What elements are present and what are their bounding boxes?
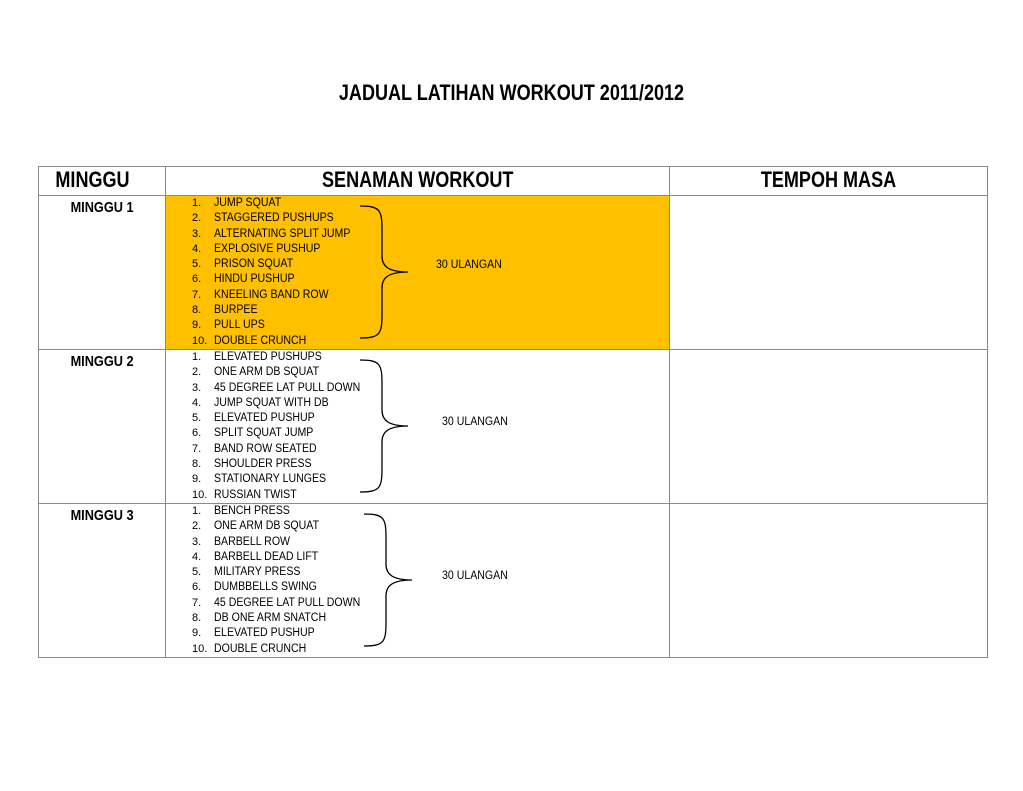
header-row bbox=[39, 167, 988, 196]
exercise-item bbox=[192, 411, 373, 426]
exercise-name: DOUBLE CRUNCH bbox=[214, 334, 307, 347]
exercise-item bbox=[192, 396, 373, 411]
exercise-number: 9. bbox=[192, 319, 202, 332]
exercise-number: 10. bbox=[192, 488, 208, 501]
repetitions-text: 30 ULANGAN bbox=[442, 416, 508, 428]
exercise-item bbox=[192, 211, 362, 226]
exercise-number: 6. bbox=[192, 273, 202, 286]
exercise-name: BENCH PRESS bbox=[214, 505, 290, 517]
exercise-item bbox=[192, 272, 362, 287]
exercise-cell bbox=[166, 196, 670, 350]
exercise-number: 4. bbox=[192, 242, 202, 255]
exercise-item bbox=[192, 472, 373, 487]
exercise-number: 6. bbox=[192, 581, 202, 594]
exercise-number: 1. bbox=[192, 351, 202, 363]
exercise-item bbox=[192, 504, 373, 519]
exercise-name: RUSSIAN TWIST bbox=[214, 488, 297, 501]
exercise-cell bbox=[166, 504, 670, 658]
exercise-item bbox=[192, 381, 373, 396]
week-label: MINGGU 2 bbox=[70, 353, 134, 370]
exercise-name: ONE ARM DB SQUAT bbox=[214, 520, 320, 533]
exercise-name: DB ONE ARM SNATCH bbox=[214, 612, 327, 625]
week-row bbox=[39, 504, 988, 658]
exercise-item bbox=[192, 457, 373, 472]
header-senaman-workout: SENAMAN WORKOUT bbox=[166, 167, 670, 196]
exercise-number: 1. bbox=[192, 505, 202, 517]
week-label-cell bbox=[39, 504, 166, 658]
exercise-number: 7. bbox=[192, 442, 202, 455]
exercise-item bbox=[192, 626, 373, 641]
exercise-name: BARBELL DEAD LIFT bbox=[214, 550, 319, 563]
exercise-number: 10. bbox=[192, 334, 208, 347]
week-label: MINGGU 3 bbox=[70, 507, 134, 524]
exercise-name: BARBELL ROW bbox=[214, 535, 291, 548]
exercise-list bbox=[192, 350, 373, 503]
exercise-name: PULL UPS bbox=[214, 319, 265, 332]
tempoh-masa-cell bbox=[670, 504, 988, 658]
exercise-number: 8. bbox=[192, 458, 202, 471]
workout-schedule-table bbox=[38, 166, 988, 658]
exercise-number: 3. bbox=[192, 227, 202, 240]
exercise-number: 4. bbox=[192, 396, 202, 409]
exercise-item bbox=[192, 580, 373, 595]
week-label-cell bbox=[39, 196, 166, 350]
tempoh-masa-cell bbox=[670, 350, 988, 504]
exercise-number: 1. bbox=[192, 197, 202, 209]
exercise-cell bbox=[166, 350, 670, 504]
exercise-item bbox=[192, 196, 362, 211]
exercise-item bbox=[192, 288, 362, 303]
exercise-number: 9. bbox=[192, 627, 202, 640]
repetitions-text: 30 ULANGAN bbox=[436, 259, 502, 271]
exercise-name: SHOULDER PRESS bbox=[214, 458, 312, 471]
exercise-item bbox=[192, 611, 373, 626]
exercise-item bbox=[192, 519, 373, 534]
exercise-item bbox=[192, 318, 362, 333]
exercise-name: PRISON SQUAT bbox=[214, 258, 294, 271]
exercise-name: HINDU PUSHUP bbox=[214, 273, 295, 286]
header-minggu: MINGGU bbox=[39, 167, 166, 196]
exercise-name: ELEVATED PUSHUP bbox=[214, 412, 315, 425]
exercise-number: 7. bbox=[192, 596, 202, 609]
exercise-number: 3. bbox=[192, 535, 202, 548]
exercise-name: ONE ARM DB SQUAT bbox=[214, 366, 320, 379]
exercise-name: 45 DEGREE LAT PULL DOWN bbox=[214, 381, 361, 394]
week-row bbox=[39, 350, 988, 504]
week-label-cell bbox=[39, 350, 166, 504]
repetitions-text: 30 ULANGAN bbox=[442, 570, 508, 582]
exercise-number: 2. bbox=[192, 212, 202, 225]
exercise-item bbox=[192, 565, 373, 580]
page-title: JADUAL LATIHAN WORKOUT 2011/2012 bbox=[338, 80, 685, 105]
repetitions-label bbox=[436, 259, 508, 271]
exercise-item bbox=[192, 426, 373, 441]
exercise-name: 45 DEGREE LAT PULL DOWN bbox=[214, 596, 361, 609]
exercise-number: 5. bbox=[192, 412, 202, 425]
exercise-name: DOUBLE CRUNCH bbox=[214, 642, 307, 655]
exercise-number: 4. bbox=[192, 550, 202, 563]
exercise-item bbox=[192, 242, 362, 257]
exercise-number: 2. bbox=[192, 520, 202, 533]
exercise-item bbox=[192, 550, 373, 565]
exercise-list bbox=[192, 504, 373, 657]
exercise-item bbox=[192, 227, 362, 242]
exercise-item bbox=[192, 257, 362, 272]
exercise-item bbox=[192, 303, 362, 318]
exercise-name: BURPEE bbox=[214, 304, 258, 317]
exercise-item bbox=[192, 442, 373, 457]
exercise-number: 9. bbox=[192, 473, 202, 486]
repetitions-label bbox=[442, 570, 514, 582]
exercise-number: 5. bbox=[192, 566, 202, 579]
exercise-name: BAND ROW SEATED bbox=[214, 442, 317, 455]
exercise-number: 5. bbox=[192, 258, 202, 271]
exercise-item bbox=[192, 488, 373, 503]
header-tempoh-masa: TEMPOH MASA bbox=[670, 167, 988, 196]
exercise-number: 7. bbox=[192, 288, 202, 301]
repetitions-label bbox=[442, 416, 514, 428]
exercise-name: ELEVATED PUSHUPS bbox=[214, 351, 322, 363]
week-row bbox=[39, 196, 988, 350]
exercise-name: ELEVATED PUSHUP bbox=[214, 627, 315, 640]
exercise-number: 8. bbox=[192, 304, 202, 317]
exercise-name: JUMP SQUAT bbox=[214, 197, 282, 209]
exercise-number: 8. bbox=[192, 612, 202, 625]
exercise-name: DUMBBELLS SWING bbox=[214, 581, 317, 594]
exercise-item bbox=[192, 334, 362, 349]
week-label: MINGGU 1 bbox=[70, 199, 134, 216]
exercise-item bbox=[192, 350, 373, 365]
exercise-item bbox=[192, 596, 373, 611]
exercise-item bbox=[192, 642, 373, 657]
right-brace-icon bbox=[358, 196, 418, 349]
exercise-number: 10. bbox=[192, 642, 208, 655]
exercise-name: MILITARY PRESS bbox=[214, 566, 301, 579]
exercise-item bbox=[192, 535, 373, 550]
exercise-number: 2. bbox=[192, 366, 202, 379]
exercise-item bbox=[192, 365, 373, 380]
exercise-name: ALTERNATING SPLIT JUMP bbox=[214, 227, 351, 240]
right-brace-icon bbox=[358, 350, 418, 503]
right-brace-icon bbox=[362, 504, 422, 657]
exercise-number: 6. bbox=[192, 427, 202, 440]
exercise-number: 3. bbox=[192, 381, 202, 394]
exercise-name: EXPLOSIVE PUSHUP bbox=[214, 242, 321, 255]
exercise-name: SPLIT SQUAT JUMP bbox=[214, 427, 314, 440]
exercise-name: STAGGERED PUSHUPS bbox=[214, 212, 334, 225]
exercise-name: STATIONARY LUNGES bbox=[214, 473, 327, 486]
exercise-name: JUMP SQUAT WITH DB bbox=[214, 396, 329, 409]
exercise-name: KNEELING BAND ROW bbox=[214, 288, 329, 301]
exercise-list bbox=[192, 196, 362, 349]
tempoh-masa-cell bbox=[670, 196, 988, 350]
